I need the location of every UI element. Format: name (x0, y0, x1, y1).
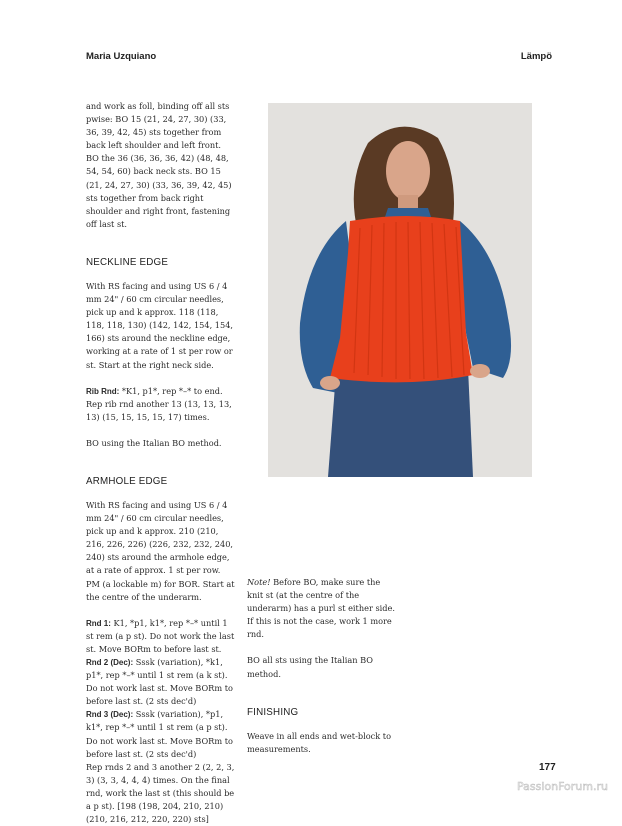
note-paragraph (247, 576, 397, 641)
round-2-instruction (86, 656, 236, 708)
rib-round-label: Rib Rnd: (86, 386, 120, 396)
neckline-heading: NECKLINE EDGE (86, 256, 169, 268)
round-2-text: Sssk (variation), *k1, p1*, rep *–* until 1 st rem (a k st). Do not work last st. Move BORm to before last st. (2 sts dec'd) (86, 657, 233, 707)
round-3-label: Rnd 3 (Dec): (86, 710, 134, 720)
round-2-label: Rnd 2 (Dec): (86, 658, 134, 667)
page-number: 177 (539, 762, 556, 773)
round-3-text: Sssk (variation), *p1, k1*, rep *–* until 1 st rem (a p st). Do not work last st. Move BORm to before last st. (2 sts dec'd) (86, 709, 233, 759)
rib-round-instruction (86, 385, 236, 398)
model-photo (268, 103, 532, 477)
round-1-text: K1, *p1, k1*, rep *–* until 1 st rem (a p st). Do not work the last st. Move BORm to before last st. (86, 617, 235, 654)
running-header (86, 51, 552, 65)
armhole-repeat: Rep rnds 2 and 3 another 2 (2, 2, 3, 3) (3, 3, 4, 4, 4) times. On the final rnd, work the last st (this should be a p st). [198 (198, 204, 210, 210) (210, 216, 212, 220, 220) sts] (86, 761, 235, 825)
pattern-name: Lämpö (520, 51, 552, 62)
neckline-bind-off: BO using the Italian BO method. (86, 437, 222, 448)
watermark: PassionForum.ru (517, 780, 608, 793)
author-name: Maria Uzquiano (86, 51, 157, 62)
armhole-paragraph: With RS facing and using US 6 / 4 mm 24" / 60 cm circular needles, pick up and k approx. 210 (210, 216, 226, 226) (226, 232, 232, 240, 240) sts around the armhole edge, at a rate of approx. 1 st per row. PM (a lockable m) for BOR. Start at the centre of the underarm. (86, 499, 235, 602)
round-1-label: Rnd 1: (86, 618, 111, 628)
rib-repeat: Rep rib rnd another 13 (13, 13, 13, 13) (15, 15, 15, 15, 17) times. (86, 398, 232, 422)
neckline-paragraph: With RS facing and using US 6 / 4 mm 24" / 60 cm circular needles, pick up and k approx. 118 (118, 118, 118, 130) (142, 142, 154, 154, 166) sts around the neckline edge, working at a rate of 1 st per row or st. Start at the right neck side. (86, 280, 234, 370)
intro-paragraph: and work as foll, binding off all sts pwise: BO 15 (21, 24, 27, 30) (33, 36, 39, 42, 45) sts together from back left shoulder and left front. BO the 36 (36, 36, 36, 42) (48, 48, 54, 54, 60) back neck sts. BO 15 (21, 24, 27, 30) (33, 36, 39, 42, 45) sts together from back right shoulder and right front, fastening off last st. (86, 101, 232, 229)
armhole-heading: ARMHOLE EDGE (86, 475, 168, 487)
round-3-instruction (86, 708, 236, 760)
note-label: Note! (247, 577, 271, 587)
knit-vest-illustration (268, 103, 532, 477)
finishing-heading: FINISHING (247, 706, 299, 718)
armhole-bind-off: BO all sts using the Italian BO method. (247, 655, 374, 679)
finishing-text: Weave in all ends and wet-block to measurements. (247, 730, 391, 754)
right-column (247, 576, 397, 756)
left-column (86, 100, 236, 826)
rib-round-text: *K1, p1*, rep *–* to end. (119, 385, 223, 396)
round-1-instruction (86, 617, 236, 656)
note-text: Before BO, make sure the knit st (at the centre of the underarm) has a purl st either side. If this is not the case, work 1 more rnd. (247, 577, 395, 640)
